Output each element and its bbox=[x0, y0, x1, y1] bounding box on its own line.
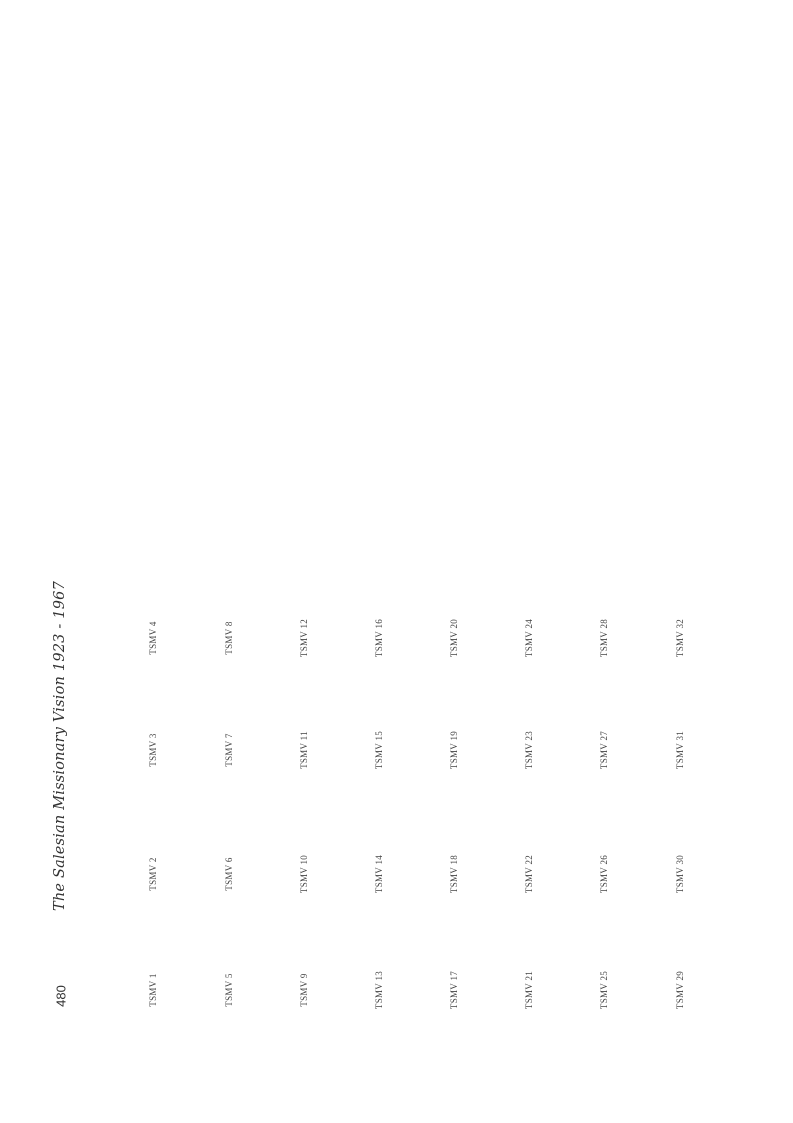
image-caption: TSMV 28 bbox=[599, 618, 609, 658]
image-caption: TSMV 30 bbox=[675, 854, 685, 894]
image-caption: TSMV 9 bbox=[299, 973, 309, 1007]
page-number: 480 bbox=[53, 985, 69, 1007]
image-caption: TSMV 11 bbox=[299, 731, 309, 769]
image-caption: TSMV 1 bbox=[148, 973, 158, 1007]
image-caption: TSMV 17 bbox=[449, 970, 459, 1010]
image-caption: TSMV 29 bbox=[675, 970, 685, 1010]
image-caption: TSMV 10 bbox=[299, 854, 309, 894]
running-head: The Salesian Missionary Vision 1923 - 1967 bbox=[52, 580, 68, 912]
image-caption: TSMV 31 bbox=[675, 730, 685, 770]
image-caption: TSMV 25 bbox=[599, 970, 609, 1010]
image-caption: TSMV 14 bbox=[374, 854, 384, 894]
image-caption: TSMV 18 bbox=[449, 854, 459, 894]
image-caption: TSMV 6 bbox=[224, 857, 234, 891]
image-caption: TSMV 4 bbox=[148, 621, 158, 655]
image-caption: TSMV 5 bbox=[224, 973, 234, 1007]
image-caption: TSMV 22 bbox=[524, 854, 534, 894]
image-caption: TSMV 12 bbox=[299, 618, 309, 658]
image-caption: TSMV 27 bbox=[599, 730, 609, 770]
image-caption: TSMV 20 bbox=[449, 618, 459, 658]
image-caption: TSMV 2 bbox=[148, 857, 158, 891]
image-caption: TSMV 8 bbox=[224, 621, 234, 655]
image-caption: TSMV 24 bbox=[524, 618, 534, 658]
image-caption: TSMV 3 bbox=[148, 733, 158, 767]
image-caption: TSMV 21 bbox=[524, 970, 534, 1010]
image-caption: TSMV 15 bbox=[374, 730, 384, 770]
image-caption: TSMV 16 bbox=[374, 618, 384, 658]
image-caption: TSMV 13 bbox=[374, 970, 384, 1010]
image-caption: TSMV 7 bbox=[224, 733, 234, 767]
image-caption: TSMV 26 bbox=[599, 854, 609, 894]
image-caption: TSMV 23 bbox=[524, 730, 534, 770]
image-caption: TSMV 19 bbox=[449, 730, 459, 770]
image-caption: TSMV 32 bbox=[675, 618, 685, 658]
